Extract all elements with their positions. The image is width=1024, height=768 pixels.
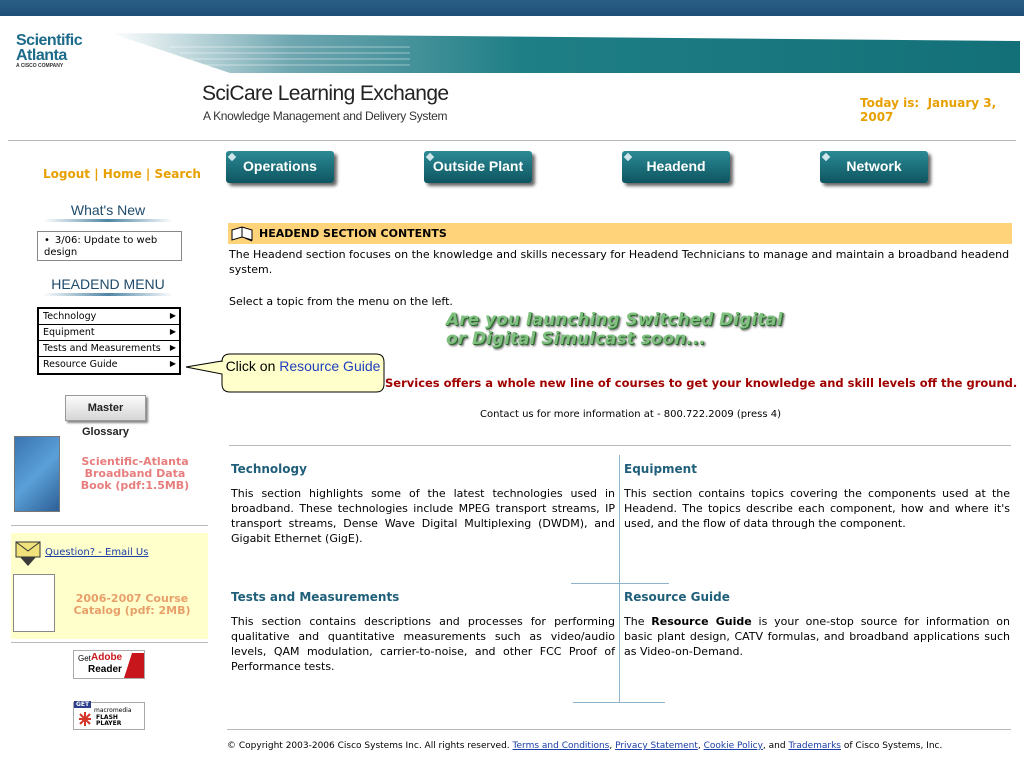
grid-bottom-divider xyxy=(573,702,665,703)
contact-info: Contact us for more information at - 800.722.2009 (press 4) xyxy=(480,409,782,420)
topic-technology-body: This section highlights some of the latest technologies used in broadband. These technologies include MPEG transport streams, IP transport streams, Dense Wave Digital Multiplexing (DWDM), and Gigabit Ethernet (GigE). xyxy=(231,487,615,545)
terms-link[interactable]: Terms and Conditions xyxy=(512,741,610,751)
logo-line1: Scientific xyxy=(16,32,83,49)
master-glossary-button[interactable]: Master Glossary xyxy=(65,395,146,421)
whats-new-item[interactable]: • 3/06: Update to web design xyxy=(44,235,175,259)
question-email-link[interactable]: Question? - Email Us xyxy=(45,547,149,558)
mail-question-icon xyxy=(15,541,41,567)
topic-equipment-title[interactable]: Equipment xyxy=(624,462,697,476)
left-divider xyxy=(11,525,208,526)
course-catalog-cover-image[interactable] xyxy=(13,574,55,632)
adobe-reader-label: Reader xyxy=(88,664,122,675)
promo-headline[interactable] xyxy=(446,311,783,349)
arrow-right-icon: ▶ xyxy=(169,343,176,352)
nav-outside-plant-button[interactable]: Outside Plant xyxy=(424,151,532,183)
get-adobe-reader-badge[interactable] xyxy=(73,650,145,679)
logo-tagline: A CISCO COMPANY xyxy=(16,63,64,69)
today-label: Today is: xyxy=(860,96,920,110)
copyright-text: © Copyright 2003-2006 Cisco Systems Inc. All rights reserved. xyxy=(227,741,510,751)
topic-tests-body: This section contains descriptions and processes for performing qualitative and quantitative measurements such as video/audio levels, QAM modulation, carrier-to-noise, and other FCC Proof of Performance tests. xyxy=(231,615,615,673)
headend-menu-heading: HEADEND MENU xyxy=(51,276,165,292)
today-date xyxy=(860,96,1024,124)
flash-player-icon xyxy=(78,711,92,727)
flash-brand-label: macromedia xyxy=(94,707,132,714)
privacy-link[interactable]: Privacy Statement xyxy=(615,741,698,751)
scientific-atlanta-logo xyxy=(16,33,82,63)
link-separator: | xyxy=(94,167,99,181)
databook-cover-image[interactable] xyxy=(14,436,60,512)
utility-links xyxy=(43,167,201,181)
footer-copyright: © Copyright 2003-2006 Cisco Systems Inc. All rights reserved. Terms and Conditions, Privacy Statement, Cookie Policy, and Trademarks of Cisco Systems, Inc. xyxy=(227,741,943,751)
link-separator: | xyxy=(145,167,151,181)
footer-and: and xyxy=(768,741,786,751)
content-divider xyxy=(229,445,1011,446)
arrow-right-icon: ▶ xyxy=(169,359,176,368)
left-divider xyxy=(11,642,208,643)
get-flash-player-badge[interactable] xyxy=(73,702,145,730)
menu-item-technology[interactable] xyxy=(39,309,179,325)
home-link[interactable]: Home xyxy=(102,167,142,181)
callout-text xyxy=(224,358,382,375)
open-book-icon xyxy=(230,225,254,242)
header-swoosh-graphic xyxy=(110,33,1020,73)
promo-services-text: Services offers a whole new line of courses to get your knowledge and skill levels off the ground. xyxy=(385,376,1018,390)
flash-name-label: FLASH xyxy=(96,714,118,721)
nav-headend-button[interactable]: Headend xyxy=(622,151,730,183)
menu-item-label: Tests and Measurements xyxy=(43,343,161,354)
menu-item-label: Resource Guide xyxy=(43,359,118,370)
footer-suffix: of Cisco Systems, Inc. xyxy=(843,741,943,751)
grid-horizontal-divider xyxy=(571,583,669,584)
headend-menu xyxy=(37,307,181,375)
top-banner-bar xyxy=(0,0,1024,16)
headend-menu-rule xyxy=(43,293,173,296)
logout-link[interactable]: Logout xyxy=(43,167,91,181)
menu-item-resource-guide[interactable] xyxy=(39,357,179,373)
section-title: HEADEND SECTION CONTENTS xyxy=(259,227,447,240)
cookie-policy-link[interactable]: Cookie Policy xyxy=(703,741,763,751)
trademarks-link[interactable]: Trademarks xyxy=(788,741,841,751)
footer-divider xyxy=(227,729,1011,730)
resource-body-bold: Resource Guide xyxy=(651,615,752,628)
topic-resource-guide-body xyxy=(624,614,1010,659)
arrow-right-icon: ▶ xyxy=(169,327,176,336)
course-catalog-link[interactable]: 2006-2007 Course Catalog (pdf: 2MB) xyxy=(73,592,191,617)
whats-new-heading: What's New xyxy=(70,202,146,218)
topic-equipment-body: This section contains topics covering the components used at the Headend. The topics describe each component, how and where it's used, and the flow of data through the component. xyxy=(624,487,1010,530)
promo-headline-line1: Are you launching Switched Digital xyxy=(446,310,783,330)
menu-item-equipment[interactable] xyxy=(39,325,179,341)
databook-link[interactable]: Scientific-Atlanta Broadband Data Book (pdf:1.5MB) xyxy=(80,455,190,492)
nav-network-button[interactable]: Network xyxy=(820,151,928,183)
menu-item-label: Equipment xyxy=(43,327,95,338)
flash-player-label: PLAYER xyxy=(96,720,122,727)
resource-body-rest: is your one-stop source for information on basic plant design, CATV formulas, and broadband applications such as Video-on-Demand. xyxy=(624,615,1010,658)
flash-get-label: GET xyxy=(76,701,90,708)
resource-body-prefix: The xyxy=(624,615,645,628)
grid-vertical-divider xyxy=(619,455,620,702)
today-value: January 3, 2007 xyxy=(860,96,997,124)
menu-item-tests-measurements[interactable] xyxy=(39,341,179,357)
topic-technology-title[interactable]: Technology xyxy=(231,462,307,476)
nav-operations-button[interactable]: Operations xyxy=(226,151,334,183)
section-intro: The Headend section focuses on the knowledge and skills necessary for Headend Technicians to manage and maintain a broadband headend system. xyxy=(229,248,1010,276)
select-topic-hint: Select a topic from the menu on the left. xyxy=(229,295,453,308)
whats-new-box xyxy=(37,231,182,261)
site-subtitle: A Knowledge Management and Delivery System xyxy=(203,109,448,123)
adobe-get-label: Get xyxy=(78,654,91,663)
header-divider xyxy=(8,140,1016,141)
whats-new-rule xyxy=(43,219,173,222)
logo-line2: Atlanta xyxy=(16,47,67,64)
menu-item-label: Technology xyxy=(43,311,97,322)
topic-resource-guide-title[interactable]: Resource Guide xyxy=(624,590,730,604)
promo-headline-line2: or Digital Simulcast soon... xyxy=(446,329,706,349)
search-link[interactable]: Search xyxy=(154,167,201,181)
topic-tests-title[interactable]: Tests and Measurements xyxy=(231,590,400,604)
site-title: SciCare Learning Exchange xyxy=(202,82,449,105)
callout-resource-guide-link[interactable]: Resource Guide xyxy=(279,358,381,374)
arrow-right-icon: ▶ xyxy=(169,311,176,320)
callout-prefix: Click on xyxy=(225,358,276,374)
adobe-brand-label: Adobe xyxy=(91,652,123,663)
